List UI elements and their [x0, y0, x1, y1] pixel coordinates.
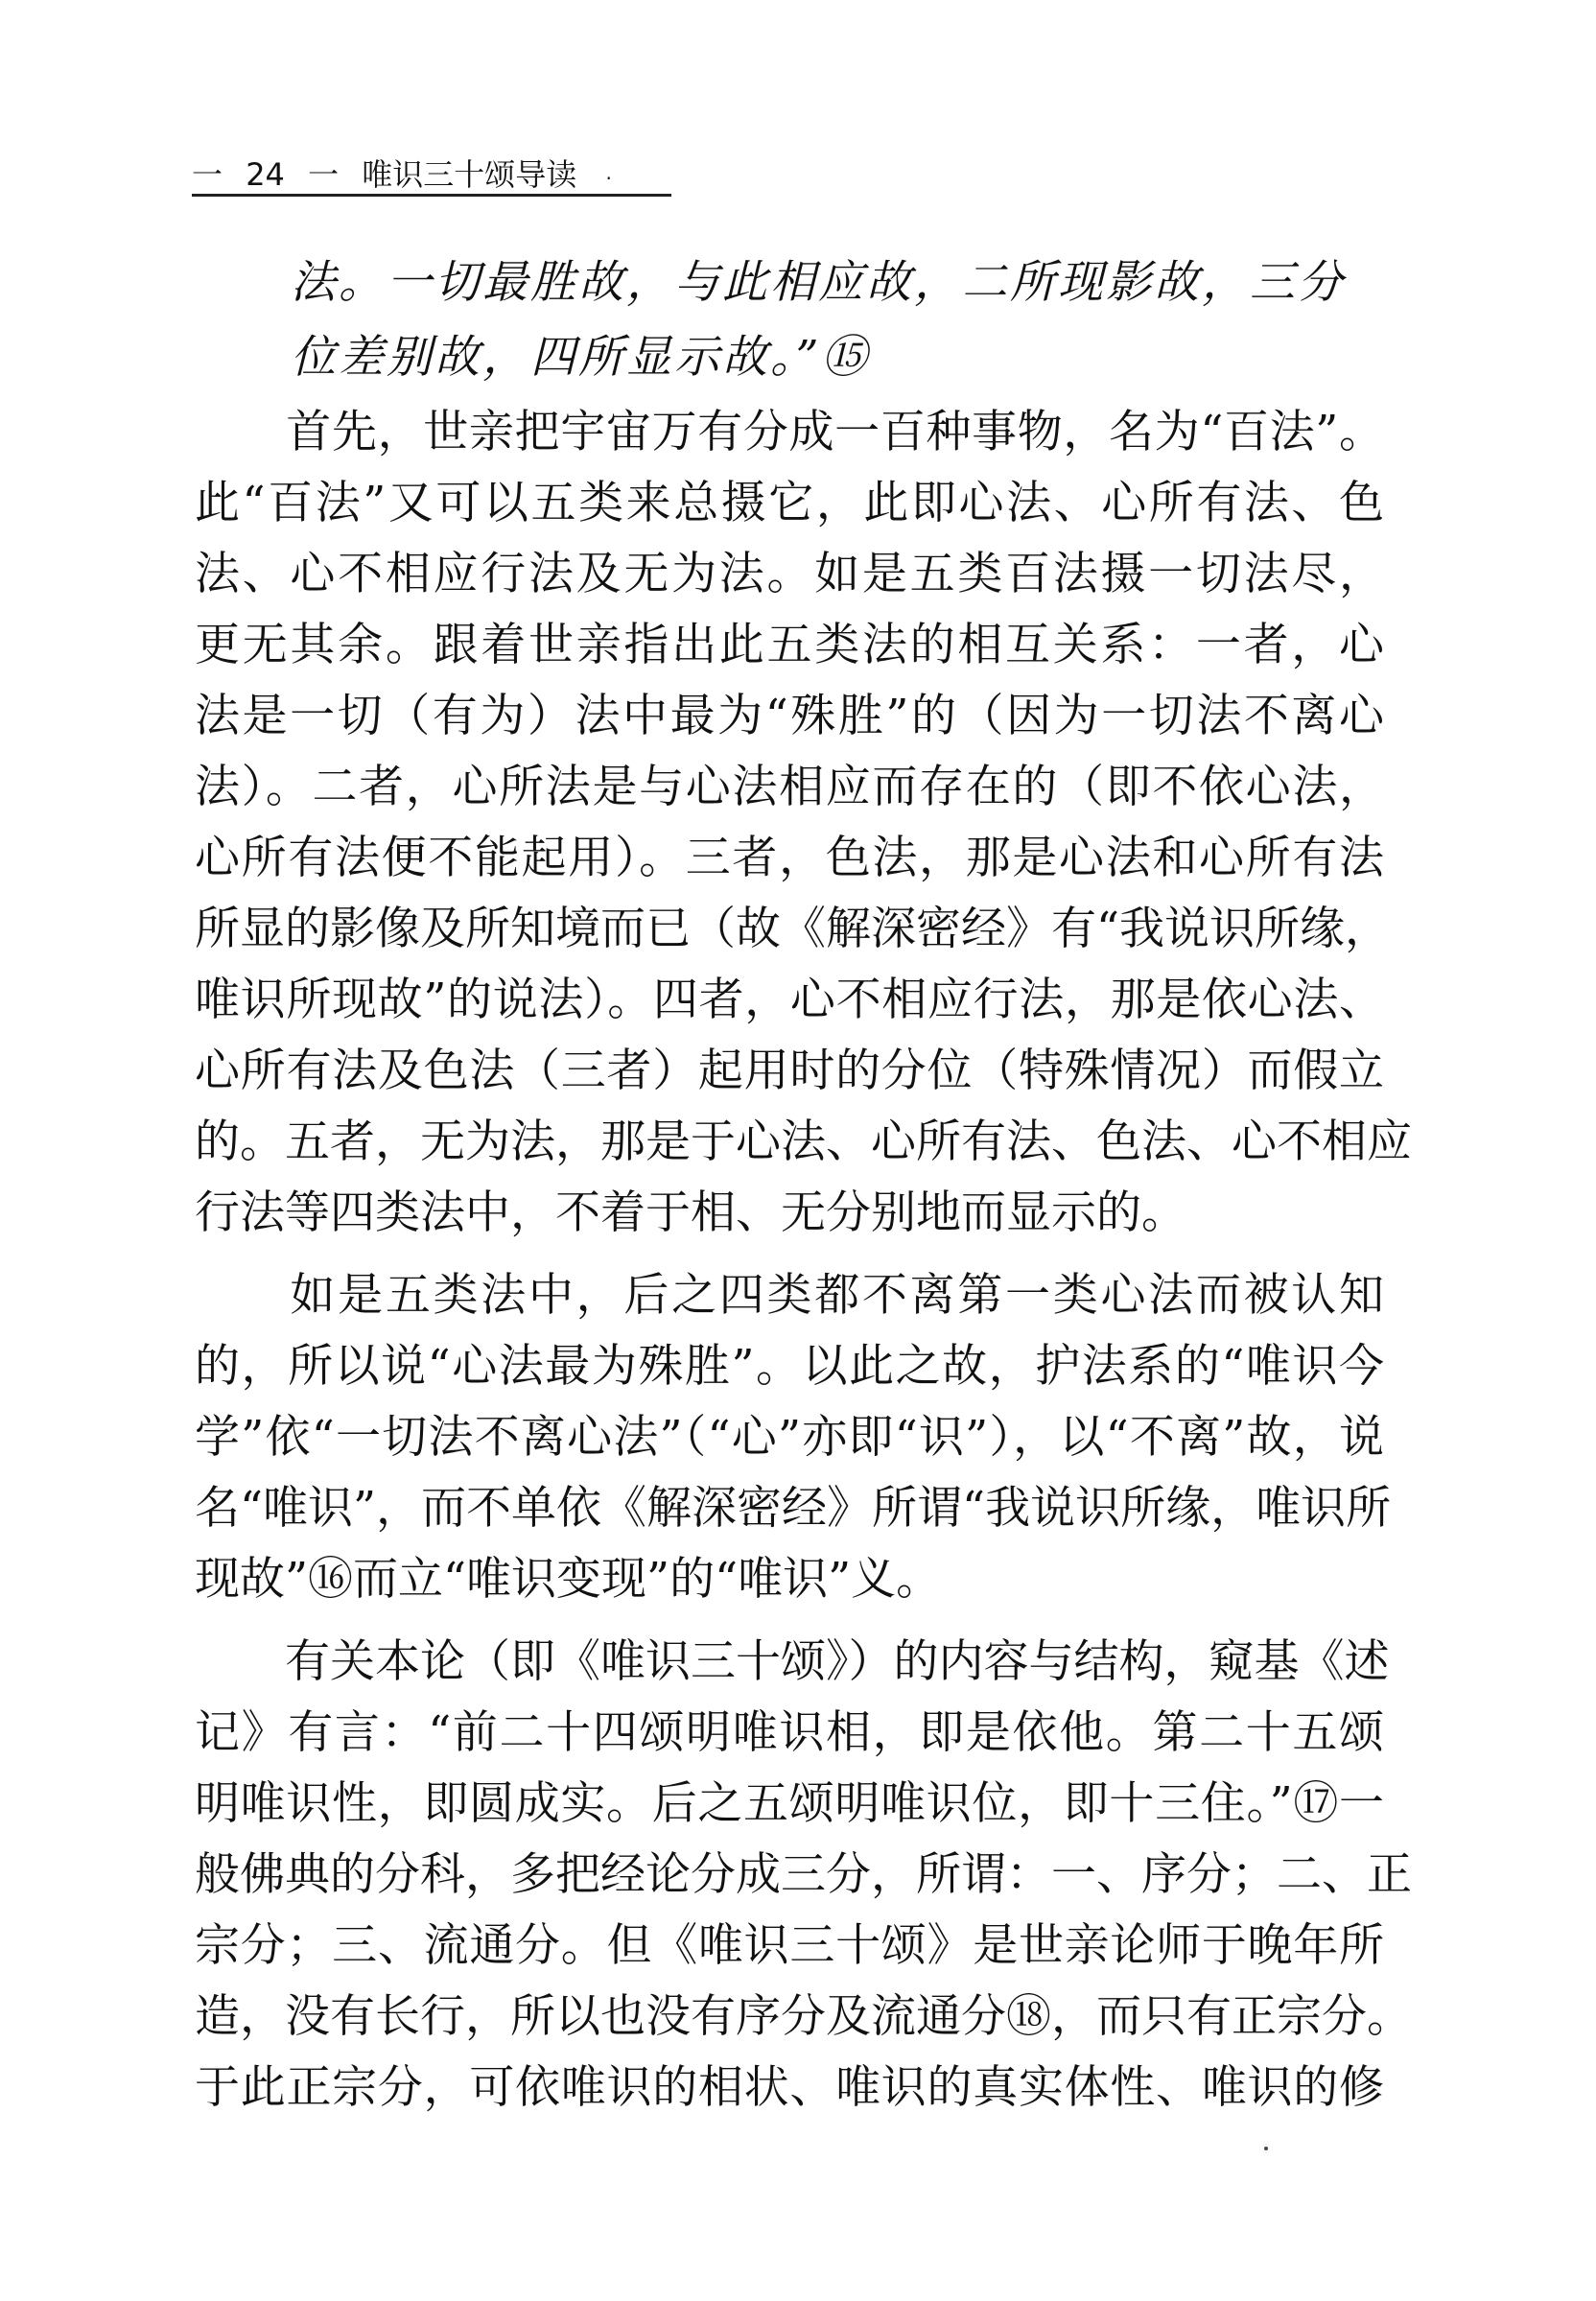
body-line: 此“百法”又可以五类来总摄它，此即心法、心所有法、色	[195, 477, 1384, 529]
quote-line: 法。一切最胜故，与此相应故，二所现影故，三分	[291, 256, 1346, 309]
header-rule	[192, 194, 671, 197]
page-number: 24	[246, 156, 285, 193]
body-line: 法）。二者，心所法是与心法相应而存在的（即不依心法，	[195, 761, 1384, 813]
body-line: 行法等四类法中，不着于相、无分别地而显示的。	[195, 1186, 1186, 1239]
quote-line: 位差别故，四所显示故。”⑮	[291, 331, 870, 384]
body-line: 唯识所现故”的说法）。四者，心不相应行法，那是依心法、	[195, 974, 1384, 1026]
body-line: 心所有法及色法（三者）起用时的分位（特殊情况）而假立	[195, 1045, 1384, 1097]
book-title: 唯识三十颂导读	[362, 156, 577, 193]
header-dot: ·	[605, 167, 612, 190]
body-line: 法是一切（有为）法中最为“殊胜”的（因为一切法不离心	[195, 690, 1384, 742]
body-line: 明唯识性，即圆成实。后之五颂明唯识位，即十三住。”⑰一	[195, 1777, 1384, 1830]
body-line: 现故”⑯而立“唯识变现”的“唯识”义。	[195, 1553, 942, 1606]
header-dash-left: 一	[192, 156, 223, 193]
body-line: 的。五者，无为法，那是于心法、心所有法、色法、心不相应	[195, 1115, 1412, 1168]
body-line: 有关本论（即《唯识三十颂》）的内容与结构，窥基《述	[195, 1635, 1390, 1688]
body-line: 学”依“一切法不离心法”（“心”亦即“识”），以“不离”故，说	[195, 1411, 1384, 1464]
body-line: 于此正宗分，可依唯识的相状、唯识的真实体性、唯识的修	[195, 2061, 1384, 2114]
body-line: 更无其余。跟着世亲指出此五类法的相互关系：一者，心	[195, 619, 1384, 671]
body-line: 名“唯识”，而不单依《解深密经》所谓“我说识所缘，唯识所	[195, 1482, 1392, 1535]
body-line: 所显的影像及所知境而已（故《解深密经》有“我说识所缘，	[195, 903, 1391, 955]
body-line: 如是五类法中，后之四类都不离第一类心法而被认知	[195, 1269, 1384, 1322]
body-line: 心所有法便不能起用）。三者，色法，那是心法和心所有法	[195, 832, 1384, 884]
body-line: 记》有言：“前二十四颂明唯识相，即是依他。第二十五颂	[195, 1706, 1384, 1759]
body-line: 般佛典的分科，多把经论分成三分，所谓：一、序分；二、正	[195, 1848, 1412, 1901]
running-header	[192, 153, 691, 196]
body-line: 宗分；三、流通分。但《唯识三十颂》是世亲论师于晚年所	[195, 1919, 1384, 1972]
body-line: 法、心不相应行法及无为法。如是五类百法摄一切法尽，	[195, 548, 1384, 600]
body-line: 首先，世亲把宇宙万有分成一百种事物，名为“百法”。	[195, 406, 1384, 458]
body-line: 的，所以说“心法最为殊胜”。以此之故，护法系的“唯识今	[195, 1340, 1384, 1393]
body-line: 造，没有长行，所以也没有序分及流通分⑱，而只有正宗分。	[195, 1990, 1412, 2043]
scan-speck	[1264, 2147, 1268, 2150]
header-dash-right: 一	[308, 156, 340, 193]
